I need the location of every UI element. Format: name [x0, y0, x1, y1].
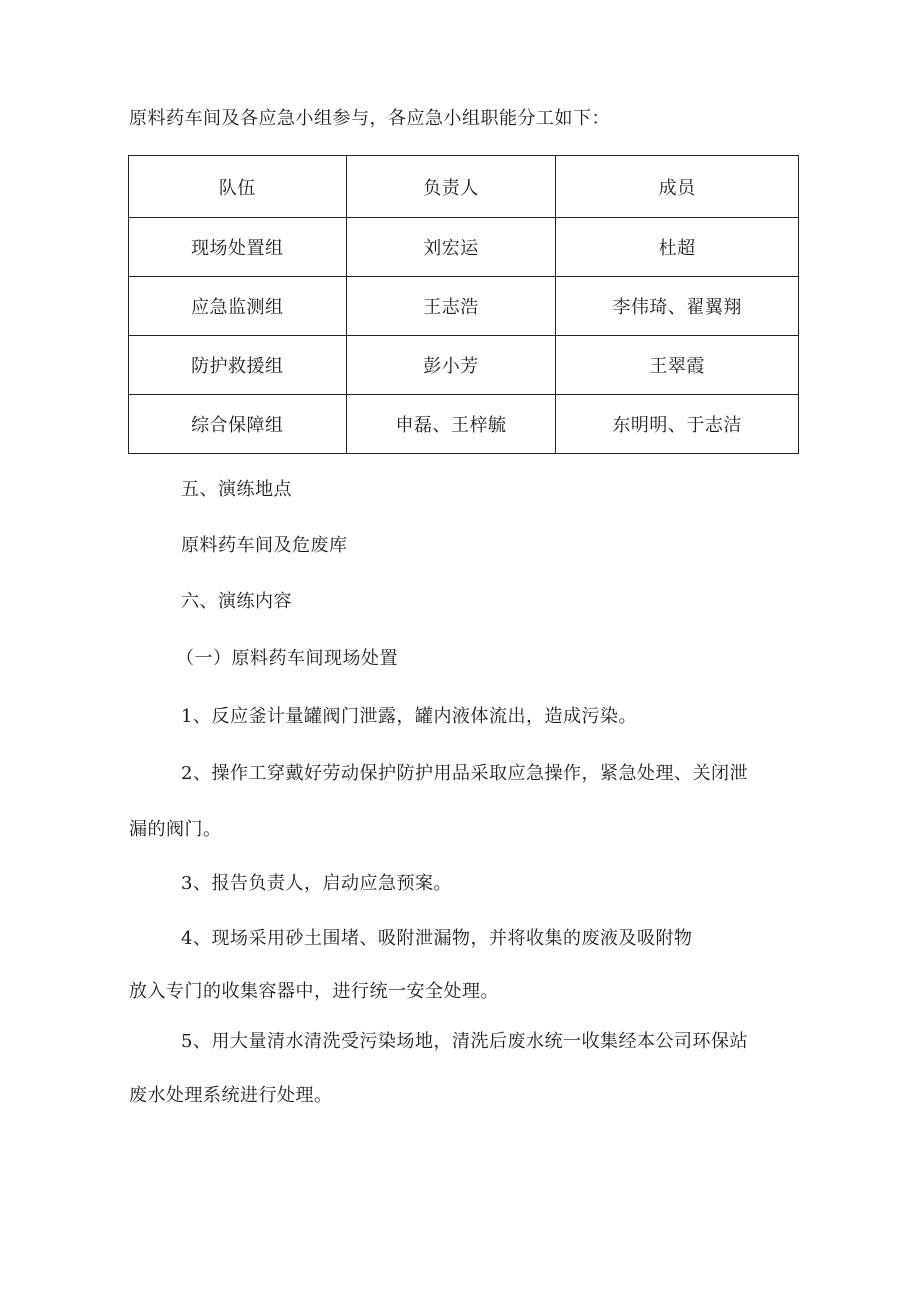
- table-row: [129, 395, 799, 454]
- cell-leader: 刘宏运: [346, 218, 556, 277]
- table-row: [129, 336, 799, 395]
- table-row: [129, 277, 799, 336]
- list-item-continuation: 废水处理系统进行处理。: [129, 1085, 333, 1106]
- cell-team: 应急监测组: [129, 277, 347, 336]
- section-6-subheading: （一）原料药车间现场处置: [176, 648, 398, 669]
- cell-members: 王翠霞: [556, 336, 799, 395]
- cell-leader: 彭小芳: [346, 336, 556, 395]
- section-6-heading: 六、演练内容: [181, 591, 292, 612]
- list-item-continuation: 放入专门的收集容器中，进行统一安全处理。: [129, 981, 499, 1002]
- list-item: 4、现场采用砂土围堵、吸附泄漏物，并将收集的废液及吸附物: [181, 928, 693, 949]
- header-leader: 负责人: [346, 156, 556, 218]
- cell-members: 杜超: [556, 218, 799, 277]
- list-item: 3、报告负责人，启动应急预案。: [181, 873, 452, 894]
- intro-paragraph: 原料药车间及各应急小组参与，各应急小组职能分工如下：: [129, 108, 610, 129]
- list-item: 2、操作工穿戴好劳动保护防护用品采取应急操作，紧急处理、关闭泄: [181, 763, 748, 784]
- cell-leader: 王志浩: [346, 277, 556, 336]
- cell-leader: 申磊、王梓毓: [346, 395, 556, 454]
- list-item: 5、用大量清水清洗受污染场地，清洗后废水统一收集经本公司环保站: [181, 1031, 748, 1052]
- cell-members: 李伟琦、翟翼翔: [556, 277, 799, 336]
- cell-members: 东明明、于志洁: [556, 395, 799, 454]
- list-item-continuation: 漏的阀门。: [129, 819, 222, 840]
- list-item: 1、反应釜计量罐阀门泄露，罐内液体流出，造成污染。: [181, 706, 637, 727]
- table-row: [129, 218, 799, 277]
- section-5-text: 原料药车间及危废库: [181, 535, 348, 556]
- team-roster-table: [128, 155, 799, 454]
- cell-team: 综合保障组: [129, 395, 347, 454]
- header-team: 队伍: [129, 156, 347, 218]
- cell-team: 防护救援组: [129, 336, 347, 395]
- cell-team: 现场处置组: [129, 218, 347, 277]
- section-5-heading: 五、演练地点: [181, 479, 292, 500]
- table-header-row: [129, 156, 799, 218]
- header-members: 成员: [556, 156, 799, 218]
